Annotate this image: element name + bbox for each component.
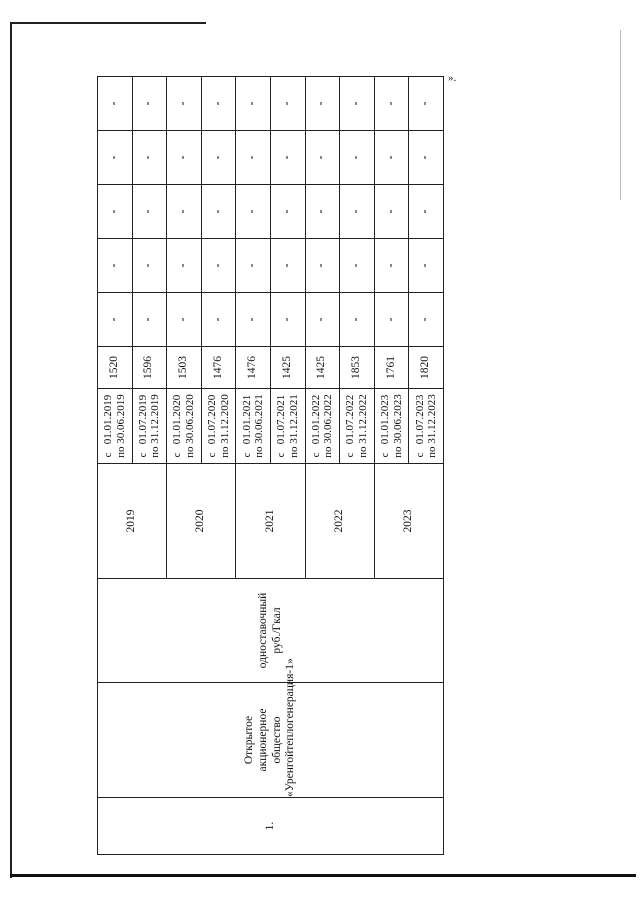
empty-value-cell: - bbox=[132, 77, 167, 131]
empty-value-cell: - bbox=[305, 239, 340, 293]
empty-value-cell: - bbox=[201, 239, 236, 293]
empty-value-cell: - bbox=[236, 131, 271, 185]
empty-value-cell: - bbox=[201, 77, 236, 131]
period-from: с 01.01.2021 bbox=[240, 394, 253, 458]
empty-value-cell: - bbox=[305, 185, 340, 239]
empty-value-cell: - bbox=[305, 77, 340, 131]
empty-value-cell: - bbox=[270, 131, 305, 185]
period-cell bbox=[409, 389, 444, 464]
empty-value-cell: - bbox=[409, 239, 444, 293]
organization-name-line: «Уренгойтеплогенерация-1» bbox=[284, 658, 297, 797]
empty-value-cell: - bbox=[201, 293, 236, 347]
period-from: с 01.01.2022 bbox=[309, 394, 322, 458]
period-cell bbox=[201, 389, 236, 464]
period-to: по 30.06.2019 bbox=[114, 394, 127, 458]
tariff-value-cell: 1761 bbox=[374, 347, 409, 389]
organization-name-line: Открытое акционерное bbox=[242, 708, 269, 772]
empty-value-cell: - bbox=[340, 185, 375, 239]
tariff-value-cell: 1596 bbox=[132, 347, 167, 389]
tariff-value-cell: 1476 bbox=[201, 347, 236, 389]
period-to: по 30.06.2023 bbox=[391, 394, 404, 458]
empty-value-cell: - bbox=[305, 293, 340, 347]
period-from: с 01.07.2019 bbox=[136, 394, 149, 458]
period-to: по 30.06.2020 bbox=[183, 394, 196, 458]
scan-border-bottom bbox=[10, 874, 636, 877]
scan-border-top bbox=[10, 22, 206, 24]
period-from: с 01.01.2023 bbox=[378, 394, 391, 458]
empty-value-cell: - bbox=[132, 131, 167, 185]
empty-value-cell: - bbox=[98, 131, 133, 185]
empty-value-cell: - bbox=[236, 239, 271, 293]
empty-value-cell: - bbox=[236, 293, 271, 347]
tariff-unit-line: одноставочный bbox=[256, 592, 269, 669]
period-to: по 31.12.2022 bbox=[356, 394, 369, 458]
period-cell bbox=[340, 389, 375, 464]
empty-value-cell: - bbox=[409, 77, 444, 131]
empty-value-cell: - bbox=[236, 77, 271, 131]
empty-value-cell: - bbox=[270, 293, 305, 347]
empty-value-cell: - bbox=[201, 185, 236, 239]
empty-value-cell: - bbox=[374, 185, 409, 239]
tariff-value-cell: 1425 bbox=[270, 347, 305, 389]
tariff-value-cell: 1853 bbox=[340, 347, 375, 389]
year-cell: 2021 bbox=[236, 464, 305, 579]
empty-value-cell: - bbox=[305, 131, 340, 185]
tariff-unit-line: руб./Гкал bbox=[270, 607, 283, 654]
empty-value-cell: - bbox=[132, 293, 167, 347]
scan-border-right bbox=[620, 30, 621, 200]
empty-value-cell: - bbox=[167, 293, 202, 347]
empty-value-cell: - bbox=[270, 185, 305, 239]
empty-value-cell: - bbox=[374, 293, 409, 347]
tariff-table bbox=[97, 76, 444, 855]
empty-value-cell: - bbox=[132, 239, 167, 293]
empty-value-cell: - bbox=[98, 77, 133, 131]
year-cell: 2023 bbox=[374, 464, 443, 579]
empty-value-cell: - bbox=[201, 131, 236, 185]
empty-value-cell: - bbox=[340, 131, 375, 185]
empty-value-cell: - bbox=[409, 185, 444, 239]
period-cell bbox=[305, 389, 340, 464]
year-cell: 2022 bbox=[305, 464, 374, 579]
scan-border-left bbox=[10, 22, 12, 878]
empty-value-cell: - bbox=[340, 293, 375, 347]
row-number-cell: 1. bbox=[98, 798, 444, 855]
organization-name-cell bbox=[98, 658, 444, 798]
empty-value-cell: - bbox=[409, 131, 444, 185]
empty-value-cell: - bbox=[340, 77, 375, 131]
tariff-table-container bbox=[97, 78, 444, 855]
tariff-value-cell: 1520 bbox=[98, 347, 133, 389]
empty-value-cell: - bbox=[374, 239, 409, 293]
empty-value-cell: - bbox=[167, 239, 202, 293]
tariff-value-cell: 1425 bbox=[305, 347, 340, 389]
period-from: с 01.01.2020 bbox=[171, 394, 184, 458]
empty-value-cell: - bbox=[270, 239, 305, 293]
empty-value-cell: - bbox=[374, 77, 409, 131]
empty-value-cell: - bbox=[167, 77, 202, 131]
empty-value-cell: - bbox=[270, 77, 305, 131]
empty-value-cell: - bbox=[167, 185, 202, 239]
period-to: по 31.12.2019 bbox=[149, 394, 162, 458]
tariff-table-body bbox=[98, 77, 444, 855]
period-to: по 31.12.2021 bbox=[287, 394, 300, 458]
empty-value-cell: - bbox=[98, 293, 133, 347]
rotated-table bbox=[97, 78, 444, 855]
period-to: по 30.06.2021 bbox=[253, 394, 266, 458]
table-row bbox=[98, 77, 133, 855]
empty-value-cell: - bbox=[167, 131, 202, 185]
empty-value-cell: - bbox=[236, 185, 271, 239]
period-to: по 30.06.2022 bbox=[322, 394, 335, 458]
year-cell: 2020 bbox=[167, 464, 236, 579]
empty-value-cell: - bbox=[98, 239, 133, 293]
period-cell bbox=[374, 389, 409, 464]
period-from: с 01.01.2019 bbox=[102, 394, 115, 458]
period-to: по 31.12.2023 bbox=[426, 394, 439, 458]
closing-quote-mark: ». bbox=[448, 72, 457, 84]
tariff-value-cell: 1820 bbox=[409, 347, 444, 389]
period-from: с 01.07.2023 bbox=[413, 394, 426, 458]
period-cell bbox=[270, 389, 305, 464]
period-cell bbox=[132, 389, 167, 464]
empty-value-cell: - bbox=[374, 131, 409, 185]
period-from: с 01.07.2022 bbox=[344, 394, 357, 458]
empty-value-cell: - bbox=[132, 185, 167, 239]
period-from: с 01.07.2020 bbox=[205, 394, 218, 458]
tariff-value-cell: 1476 bbox=[236, 347, 271, 389]
tariff-value-cell: 1503 bbox=[167, 347, 202, 389]
year-cell: 2019 bbox=[98, 464, 167, 579]
tariff-unit-cell bbox=[98, 579, 444, 683]
period-cell bbox=[167, 389, 202, 464]
organization-name-line: общество bbox=[270, 716, 283, 764]
period-cell bbox=[98, 389, 133, 464]
period-from: с 01.07.2021 bbox=[275, 394, 288, 458]
empty-value-cell: - bbox=[340, 239, 375, 293]
empty-value-cell: - bbox=[98, 185, 133, 239]
period-cell bbox=[236, 389, 271, 464]
period-to: по 31.12.2020 bbox=[218, 394, 231, 458]
empty-value-cell: - bbox=[409, 293, 444, 347]
